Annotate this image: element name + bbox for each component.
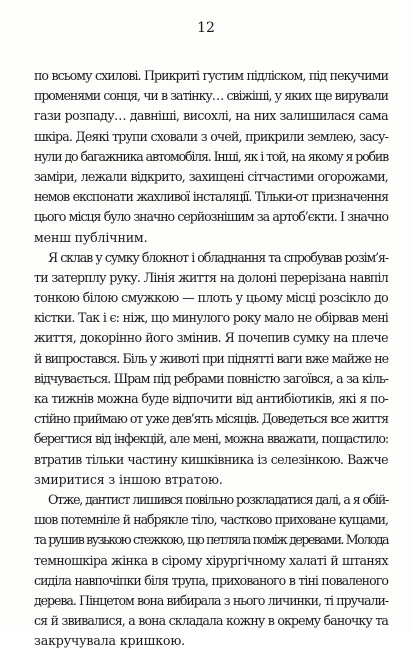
text-line: берегтися від інфекцій, але мені, можна вважати, пощастило: — [34, 431, 388, 447]
text-line: заміри, лежали відкрито, захищені сітчастими огорожами, — [34, 168, 388, 184]
text-line: шов потемніле й набрякле тіло, частково приховане кущами, — [34, 512, 388, 528]
text-line: стійно приймаю от уже дев’ять місяців. Доведеться все життя — [34, 411, 388, 427]
text-line: й випростався. Біль у животі при піднятті ваги вже майже не — [34, 350, 388, 366]
text-line: ся й звивалися, а вона складала кожну в окрему баночку та — [34, 613, 388, 629]
text-line: закручувала кришкою. — [34, 633, 186, 649]
text-line: нули до багажника автомобіля. Інші, як і той, на якому я робив — [34, 148, 388, 164]
text-line: та рушив вузькою стежкою, що петляла поміж деревами. Молода — [34, 532, 388, 548]
text-line: променями сонця, чи в затінку… свіжіші, у яких ще вирували — [34, 88, 388, 104]
text-line: ка тижнів можна буде відпочити від антибіотиків, які я по- — [34, 391, 388, 406]
text-line: кістки. Так і є: ніж, що минулого року мало не обірвав мені — [34, 310, 388, 326]
text-line: ти затерплу руку. Лінія життя на долоні перерізана навпіл — [34, 269, 388, 285]
text-line: цього місця було значно серйознішим за артоб’єкти. І значно — [34, 209, 388, 225]
paragraph-first-line: Я склав у сумку блокнот і обладнання та спробував розім’я- — [48, 249, 388, 265]
text-line: шкіра. Деякі трупи сховали з очей, прикрили землею, засу- — [34, 128, 388, 144]
page-number: 12 — [197, 20, 215, 36]
text-line: відчувається. Шрам під ребрами повністю загоївся, а за кіль- — [34, 370, 388, 386]
text-line: змиритися з іншою втратою. — [34, 471, 223, 487]
text-line: менш публічним. — [34, 229, 148, 245]
text-line: втратив тільки частину кишківника із селезінкою. Важче — [34, 451, 388, 467]
text-line: сиділа навпочіпки біля трупа, прихованого в тіні поваленого — [34, 572, 388, 588]
text-line: дерева. Пінцетом вона вибирала з нього личинки, ті пручали- — [34, 592, 388, 608]
text-line: тонкою білою смужкою — плоть у цьому місці розсікло до — [34, 290, 388, 306]
text-line: немов експонати жахливої інсталяції. Тільки-от призначення — [34, 189, 388, 205]
paragraph-first-line: Отже, дантист лишився повільно розкладатися далі, а я обій- — [48, 491, 388, 507]
body-text — [34, 66, 388, 651]
text-line: життя, докорінно його змінив. Я почепив сумку на плече — [34, 330, 388, 346]
text-line: темношкіра жінка в сірому хірургічному халаті й штанях — [34, 552, 388, 568]
text-line: гази розпаду… давніші, висохлі, на них залишилася сама — [34, 108, 388, 124]
text-line: по всьому схилові. Прикриті густим підліском, під пекучими — [34, 68, 388, 83]
